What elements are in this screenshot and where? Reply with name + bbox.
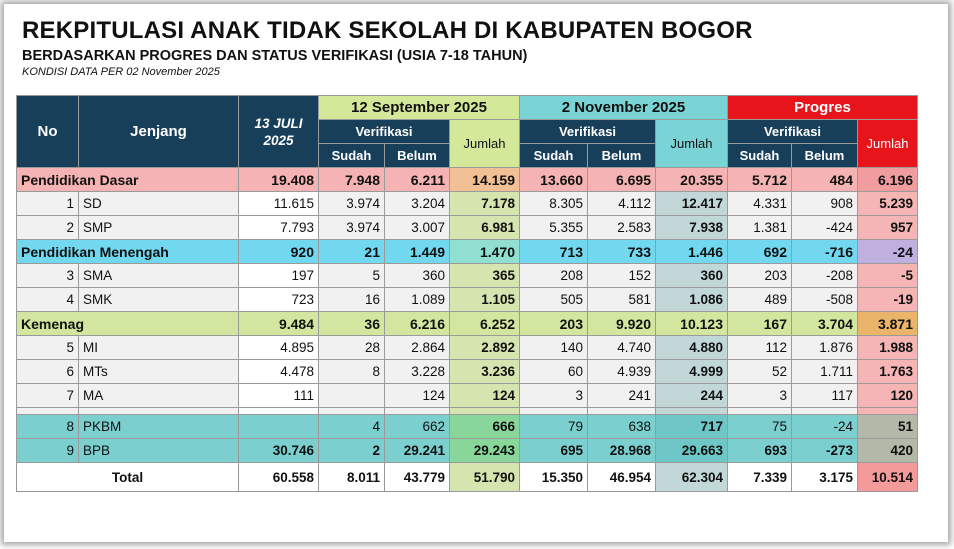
cell-sep-belum: 3.204 xyxy=(385,192,450,216)
cell-nov-jumlah: 360 xyxy=(656,264,728,288)
data-date-note: KONDISI DATA PER 02 November 2025 xyxy=(22,66,220,78)
category-row xyxy=(17,240,918,264)
cell-no: 8 xyxy=(17,415,79,439)
cell-sep-jumlah: 29.243 xyxy=(450,439,520,463)
cell-pro-belum: -208 xyxy=(792,264,858,288)
cell-nov-jumlah: 20.355 xyxy=(656,168,728,192)
col-no: No xyxy=(17,96,79,168)
cell-nov-sudah: 5.355 xyxy=(520,216,588,240)
category-label: Kemenag xyxy=(17,312,239,336)
cell-nov-sudah: 140 xyxy=(520,336,588,360)
cell-jul: 4.478 xyxy=(239,360,319,384)
cell-sep-sudah: 5 xyxy=(319,264,385,288)
nov-belum: Belum xyxy=(588,144,656,168)
cell-jul: 11.615 xyxy=(239,192,319,216)
cell-pro-sudah: 692 xyxy=(728,240,792,264)
cell-jul: 920 xyxy=(239,240,319,264)
table-row xyxy=(17,415,918,439)
table-row xyxy=(17,192,918,216)
cell-pro-jumlah: 1.763 xyxy=(858,360,918,384)
cell-sep-jumlah: 2.892 xyxy=(450,336,520,360)
cell-sep-jumlah: 1.470 xyxy=(450,240,520,264)
group-sep: 12 September 2025 xyxy=(319,96,520,120)
table-row xyxy=(17,336,918,360)
cell-no: 6 xyxy=(17,360,79,384)
table-row xyxy=(17,439,918,463)
total-nov-jumlah: 62.304 xyxy=(656,463,728,492)
cell-sep-belum: 6.211 xyxy=(385,168,450,192)
cell-nov-jumlah: 244 xyxy=(656,384,728,408)
cell-pro-jumlah: 5.239 xyxy=(858,192,918,216)
nov-jumlah: Jumlah xyxy=(656,120,728,168)
cell-pro-jumlah: 51 xyxy=(858,415,918,439)
cell-nov-sudah: 695 xyxy=(520,439,588,463)
cell-pro-jumlah: 420 xyxy=(858,439,918,463)
total-nov-belum: 46.954 xyxy=(588,463,656,492)
cell-sep-sudah: 2 xyxy=(319,439,385,463)
cell-sep-sudah: 36 xyxy=(319,312,385,336)
col-date-jul-text: 13 JULI 2025 xyxy=(254,115,303,148)
cell-sep-belum: 29.241 xyxy=(385,439,450,463)
cell-sep-jumlah: 1.105 xyxy=(450,288,520,312)
sep-jumlah: Jumlah xyxy=(450,120,520,168)
cell-no: 5 xyxy=(17,336,79,360)
page-title: REKPITULASI ANAK TIDAK SEKOLAH DI KABUPATEN BOGOR xyxy=(22,17,753,44)
cell-nov-sudah: 505 xyxy=(520,288,588,312)
cell-nov-belum: 4.939 xyxy=(588,360,656,384)
cell-sep-jumlah: 14.159 xyxy=(450,168,520,192)
cell-pro-sudah: 52 xyxy=(728,360,792,384)
cell-nov-sudah: 8.305 xyxy=(520,192,588,216)
cell-sep-sudah: 16 xyxy=(319,288,385,312)
cell-pro-belum: -508 xyxy=(792,288,858,312)
cell-sep-sudah xyxy=(319,384,385,408)
cell-pro-jumlah: 120 xyxy=(858,384,918,408)
cell-nov-jumlah: 12.417 xyxy=(656,192,728,216)
category-row xyxy=(17,312,918,336)
cell-jul: 19.408 xyxy=(239,168,319,192)
cell-sep-sudah: 3.974 xyxy=(319,192,385,216)
cell-sep-sudah: 4 xyxy=(319,415,385,439)
sep-verifikasi: Verifikasi xyxy=(319,120,450,144)
cell-jul: 7.793 xyxy=(239,216,319,240)
cell-pro-jumlah: -19 xyxy=(858,288,918,312)
total-sep-jumlah: 51.790 xyxy=(450,463,520,492)
total-nov-sudah: 15.350 xyxy=(520,463,588,492)
cell-pro-sudah: 203 xyxy=(728,264,792,288)
cell-nov-sudah: 60 xyxy=(520,360,588,384)
cell-sep-belum: 3.007 xyxy=(385,216,450,240)
category-label: Pendidikan Dasar xyxy=(17,168,239,192)
total-pro-belum: 3.175 xyxy=(792,463,858,492)
total-row xyxy=(17,463,918,492)
cell-sep-jumlah: 7.178 xyxy=(450,192,520,216)
page-subtitle: BERDASARKAN PROGRES DAN STATUS VERIFIKASI (USIA 7-18 TAHUN) xyxy=(22,48,528,64)
cell-nov-sudah: 203 xyxy=(520,312,588,336)
cell-sep-belum: 6.216 xyxy=(385,312,450,336)
cell-sep-belum: 360 xyxy=(385,264,450,288)
cell-sep-sudah: 7.948 xyxy=(319,168,385,192)
cell-pro-sudah: 167 xyxy=(728,312,792,336)
cell-sep-jumlah: 6.981 xyxy=(450,216,520,240)
cell-sep-jumlah: 365 xyxy=(450,264,520,288)
cell-pro-sudah: 3 xyxy=(728,384,792,408)
cell-sep-jumlah: 6.252 xyxy=(450,312,520,336)
cell-nov-jumlah: 29.663 xyxy=(656,439,728,463)
cell-pro-belum: -716 xyxy=(792,240,858,264)
cell-sep-belum: 3.228 xyxy=(385,360,450,384)
cell-pro-belum: -424 xyxy=(792,216,858,240)
table-row xyxy=(17,360,918,384)
nov-sudah: Sudah xyxy=(520,144,588,168)
cell-nov-sudah: 713 xyxy=(520,240,588,264)
cell-jenjang: PKBM xyxy=(79,415,239,439)
cell-no: 2 xyxy=(17,216,79,240)
sep-belum: Belum xyxy=(385,144,450,168)
cell-pro-sudah: 4.331 xyxy=(728,192,792,216)
cell-pro-jumlah: 1.988 xyxy=(858,336,918,360)
cell-jul: 9.484 xyxy=(239,312,319,336)
cell-no: 4 xyxy=(17,288,79,312)
cell-jenjang: MI xyxy=(79,336,239,360)
pro-belum: Belum xyxy=(792,144,858,168)
cell-pro-belum: 1.711 xyxy=(792,360,858,384)
group-nov: 2 November 2025 xyxy=(520,96,728,120)
total-sep-belum: 43.779 xyxy=(385,463,450,492)
cell-nov-jumlah: 4.999 xyxy=(656,360,728,384)
cell-nov-jumlah: 1.086 xyxy=(656,288,728,312)
cell-nov-belum: 28.968 xyxy=(588,439,656,463)
cell-pro-belum: 908 xyxy=(792,192,858,216)
nov-verifikasi: Verifikasi xyxy=(520,120,656,144)
cell-nov-jumlah: 10.123 xyxy=(656,312,728,336)
cell-jul: 723 xyxy=(239,288,319,312)
pro-sudah: Sudah xyxy=(728,144,792,168)
cell-pro-belum: -273 xyxy=(792,439,858,463)
cell-no: 3 xyxy=(17,264,79,288)
cell-sep-jumlah: 666 xyxy=(450,415,520,439)
total-jul: 60.558 xyxy=(239,463,319,492)
cell-sep-jumlah: 3.236 xyxy=(450,360,520,384)
spacer-row xyxy=(17,408,918,415)
cell-sep-belum: 124 xyxy=(385,384,450,408)
cell-nov-sudah: 208 xyxy=(520,264,588,288)
cell-sep-sudah: 21 xyxy=(319,240,385,264)
cell-nov-belum: 241 xyxy=(588,384,656,408)
total-sep-sudah: 8.011 xyxy=(319,463,385,492)
cell-nov-belum: 4.740 xyxy=(588,336,656,360)
cell-sep-belum: 1.089 xyxy=(385,288,450,312)
cell-sep-belum: 662 xyxy=(385,415,450,439)
cell-pro-belum: 1.876 xyxy=(792,336,858,360)
cell-jenjang: SMP xyxy=(79,216,239,240)
category-row xyxy=(17,168,918,192)
cell-sep-sudah: 8 xyxy=(319,360,385,384)
table-row xyxy=(17,264,918,288)
cell-pro-belum: -24 xyxy=(792,415,858,439)
cell-nov-sudah: 3 xyxy=(520,384,588,408)
cell-pro-sudah: 489 xyxy=(728,288,792,312)
cell-nov-sudah: 79 xyxy=(520,415,588,439)
cell-sep-sudah: 3.974 xyxy=(319,216,385,240)
cell-jenjang: SD xyxy=(79,192,239,216)
cell-nov-jumlah: 4.880 xyxy=(656,336,728,360)
cell-nov-jumlah: 1.446 xyxy=(656,240,728,264)
cell-jenjang: SMA xyxy=(79,264,239,288)
cell-jenjang: MTs xyxy=(79,360,239,384)
cell-pro-belum: 3.704 xyxy=(792,312,858,336)
cell-nov-belum: 638 xyxy=(588,415,656,439)
cell-jul: 4.895 xyxy=(239,336,319,360)
cell-jenjang: BPB xyxy=(79,439,239,463)
col-jenjang: Jenjang xyxy=(79,96,239,168)
cell-pro-jumlah: 957 xyxy=(858,216,918,240)
cell-jul: 30.746 xyxy=(239,439,319,463)
ats-recap-table xyxy=(16,95,918,492)
cell-nov-sudah: 13.660 xyxy=(520,168,588,192)
cell-pro-jumlah: -5 xyxy=(858,264,918,288)
col-date-jul xyxy=(239,96,319,168)
cell-jenjang: MA xyxy=(79,384,239,408)
cell-no: 7 xyxy=(17,384,79,408)
cell-nov-belum: 9.920 xyxy=(588,312,656,336)
cell-no: 9 xyxy=(17,439,79,463)
cell-jul xyxy=(239,415,319,439)
cell-pro-jumlah: -24 xyxy=(858,240,918,264)
cell-jul: 197 xyxy=(239,264,319,288)
cell-pro-sudah: 5.712 xyxy=(728,168,792,192)
category-label: Pendidikan Menengah xyxy=(17,240,239,264)
cell-sep-belum: 2.864 xyxy=(385,336,450,360)
cell-sep-sudah: 28 xyxy=(319,336,385,360)
cell-pro-jumlah: 6.196 xyxy=(858,168,918,192)
cell-pro-sudah: 1.381 xyxy=(728,216,792,240)
table-row xyxy=(17,216,918,240)
cell-sep-belum: 1.449 xyxy=(385,240,450,264)
cell-jenjang: SMK xyxy=(79,288,239,312)
cell-nov-belum: 152 xyxy=(588,264,656,288)
cell-no: 1 xyxy=(17,192,79,216)
cell-sep-jumlah: 124 xyxy=(450,384,520,408)
table-row xyxy=(17,288,918,312)
cell-pro-sudah: 75 xyxy=(728,415,792,439)
cell-pro-belum: 484 xyxy=(792,168,858,192)
cell-pro-belum: 117 xyxy=(792,384,858,408)
cell-pro-sudah: 112 xyxy=(728,336,792,360)
cell-nov-belum: 581 xyxy=(588,288,656,312)
cell-pro-sudah: 693 xyxy=(728,439,792,463)
cell-nov-jumlah: 7.938 xyxy=(656,216,728,240)
total-pro-jumlah: 10.514 xyxy=(858,463,918,492)
total-label: Total xyxy=(17,463,239,492)
pro-jumlah: Jumlah xyxy=(858,120,918,168)
cell-nov-belum: 733 xyxy=(588,240,656,264)
group-progres: Progres xyxy=(728,96,918,120)
total-pro-sudah: 7.339 xyxy=(728,463,792,492)
cell-jul: 111 xyxy=(239,384,319,408)
cell-nov-belum: 4.112 xyxy=(588,192,656,216)
cell-nov-belum: 2.583 xyxy=(588,216,656,240)
sep-sudah: Sudah xyxy=(319,144,385,168)
cell-pro-jumlah: 3.871 xyxy=(858,312,918,336)
table-row xyxy=(17,384,918,408)
cell-nov-jumlah: 717 xyxy=(656,415,728,439)
cell-nov-belum: 6.695 xyxy=(588,168,656,192)
pro-verifikasi: Verifikasi xyxy=(728,120,858,144)
